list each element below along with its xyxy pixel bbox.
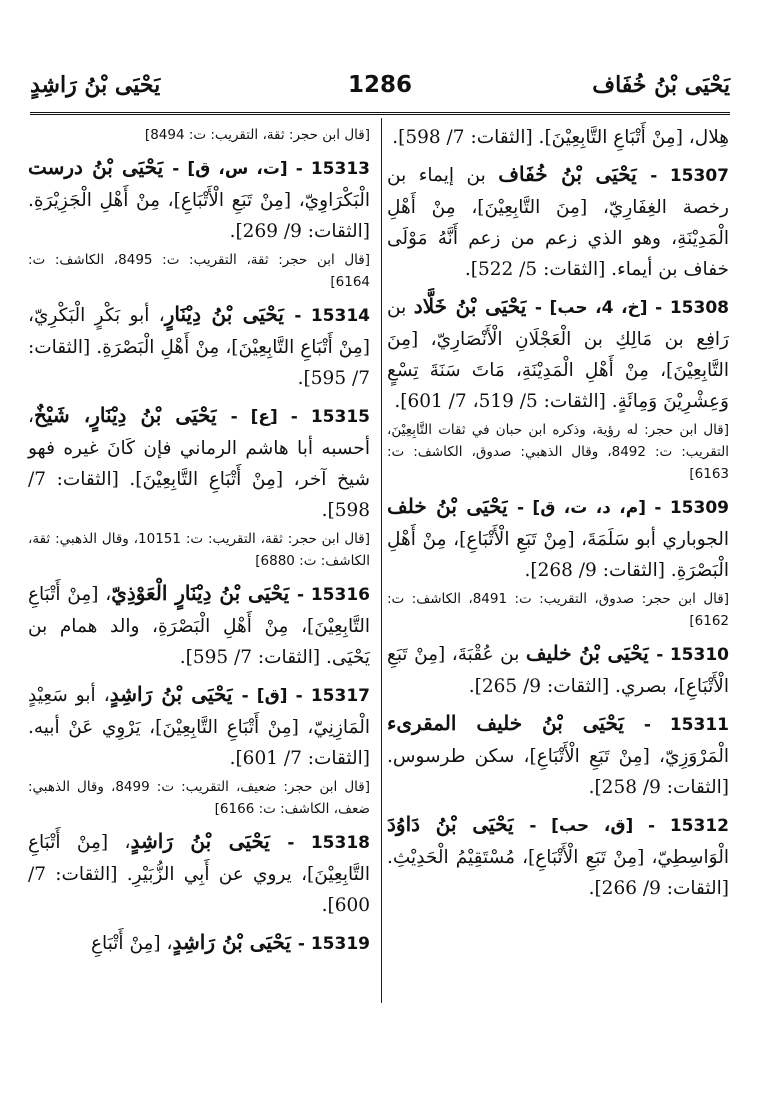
entry-body: هِلال، [مِنْ أَتْبَاعِ التَّابِعِيْنَ]. [الثقات: 7/ 598]. <box>392 127 729 148</box>
left-column <box>28 122 370 966</box>
narrator-name: يَحْيَى بْنُ خَلَّاد <box>413 294 535 318</box>
entry-number: 15310 - <box>656 645 729 665</box>
narrator-name: يَحْيَى بْنُ درست <box>28 155 173 179</box>
entry-number: 15307 - <box>650 166 729 186</box>
entry-number: 15312 - [ق، حب] - <box>529 816 729 836</box>
entry-text <box>387 638 729 702</box>
entry-text <box>28 299 370 394</box>
footnote: [قال ابن حجر: له رؤية، وذكره ابن حبان في ثقات التَّابِعِيْنَ، التقريب: ت: 8492، وقال الذهبي: صدوق، الكاشف: ت: 6163] <box>387 422 729 482</box>
entry-body: بن إيماء بن رخصة الغِفَارِيّ، [مِنَ التَّابِعِيْنَ]، مِنْ أَهْلِ الْمَدِيْنَةِ، وهو الذي زعم من زعم أَنَّهُ مَوْلَى خفاف بن أيماء. [الثقات: 5/ 522]. <box>387 165 729 280</box>
page-number: 1286 <box>347 72 412 98</box>
narrator-name: يَحْيَى بْنُ دِيْنَارٍ، شَيْخٌ <box>33 403 231 427</box>
narrator-name: يَحْيَى بْنُ رَاشِدٍ <box>109 682 242 706</box>
entry-text <box>28 826 370 921</box>
narrator-name: يَحْيَى بْنُ خليف <box>525 641 657 665</box>
biography-entry <box>28 400 370 572</box>
entry-number: 15319 - <box>297 934 370 954</box>
entry-body: ، أحسبه أبا هاشم الرماني فإن كَانَ غيره فهو شيخ آخر، [مِنْ أَتْبَاعِ التَّابِعِيْنَ]. [الثقات: 7/ 598]. <box>28 406 370 521</box>
biography-entry <box>28 927 370 960</box>
narrator-name: يَحْيَى بْنُ رَاشِدٍ <box>172 930 298 954</box>
entry-body: ، [مِنْ أَتْبَاعِ <box>91 933 173 954</box>
page-header <box>30 70 730 110</box>
narrator-name: يَحْيَى بْنُ دَاوُدَ <box>387 812 530 836</box>
entry-body: ، أبو سَعِيْدٍ الْمَازِنِيّ، [مِنْ أَتْبَاعِ التَّابِعِيْنَ]، يَرْوِي عَنْ أبيه. [الثقات: 7/ 601]. <box>28 685 370 769</box>
entry-body: الجوباري أبو سَلَمَةَ، [مِنْ تَبَعِ الْأَتْبَاعِ]، مِنْ أَهْلِ الْبَصْرَةِ. [الثقات: 9/ 268]. <box>387 529 729 581</box>
entry-number: 15309 - [م، د، ت، ق] - <box>516 498 729 518</box>
biography-entry <box>28 299 370 394</box>
footnote: [قال ابن حجر: ثقة، التقريب: ت: 10151، وقال الذهبي: ثقة، الكاشف: ت: 6880] <box>28 531 370 569</box>
biography-entry <box>387 708 729 803</box>
narrator-name: يَحْيَى بْنُ خليف المقرىء <box>387 711 644 735</box>
entry-body: بن عُقْبَةَ، [مِنْ تَبَعِ الْأَتْبَاعِ]، بصري. [الثقات: 9/ 265]. <box>387 644 729 697</box>
entry-number: 15308 - [خ، 4، حب] - <box>534 298 729 318</box>
entry-number: 15313 - [ت، س، ق] - <box>172 159 370 179</box>
biography-entry <box>28 578 370 673</box>
entry-body: الْمَرْوَزِيّ، [مِنْ تَبَعِ الْأَتْبَاعِ]، سكن طرسوس. [الثقات: 9/ 258]. <box>387 746 729 798</box>
entry-number: 15314 - <box>294 306 370 326</box>
narrator-name: يَحْيَى بْنُ خلف <box>387 494 517 518</box>
footnote: [قال ابن حجر: صدوق، التقريب: ت: 8491، الكاشف: ت: 6162] <box>387 591 729 629</box>
biography-entry <box>28 124 370 146</box>
narrator-name: يَحْيَى بْنُ رَاشِدٍ <box>130 829 288 853</box>
biography-entry <box>387 491 729 632</box>
entry-text <box>28 152 370 247</box>
biography-entry <box>387 291 729 485</box>
biography-entry <box>28 826 370 921</box>
entry-text <box>387 122 729 153</box>
entry-text <box>387 491 729 586</box>
narrator-name: يَحْيَى بْنُ دِيْنَارٍ <box>164 302 295 326</box>
biography-entry <box>387 159 729 285</box>
entry-number: 15317 - [ق] - <box>241 686 370 706</box>
footnote: [قال ابن حجر: ضعيف، التقريب: ت: 8499، وقال الذهبي: ضعف، الكاشف: ت: 6166] <box>28 779 371 817</box>
entry-body: ، أبو بَكْرٍ الْبَكْرِيّ، [مِنْ أَتْبَاعِ التَّابِعِيْنَ]، مِنْ أَهْلِ الْبَصْرَةِ. [الثقات: 7/ 595]. <box>28 305 370 389</box>
footnote: [قال ابن حجر: ثقة، التقريب: ت: 8494] <box>144 127 370 143</box>
entry-number: 15311 - <box>643 715 729 735</box>
biography-entry <box>28 152 370 293</box>
entry-body: ، [مِنْ أَتْبَاعِ التَّابِعِيْنَ]، مِنْ أَهْلِ الْبَصْرَةِ، والد همام بن يَحْيَى. [الثقات: 7/ 595]. <box>28 584 370 668</box>
entry-body: الْبَكْرَاوِيّ، [مِنْ تَبَعِ الْأَتْبَاعِ]، مِنْ أَهْلِ الْجَزِيْرَةِ. [الثقات: 9/ 269]. <box>28 190 370 242</box>
header-rule <box>30 112 730 115</box>
biography-entry <box>28 679 370 820</box>
biography-entry <box>387 638 729 702</box>
entry-text <box>28 400 370 526</box>
right-column <box>387 122 729 910</box>
footnote: [قال ابن حجر: ثقة، التقريب: ت: 8495، الكاشف: ت: 6164] <box>28 252 371 290</box>
biography-entry <box>387 122 729 153</box>
narrator-name: يَحْيَى بْنُ دِيْنَارٍ الْعَوْذِيّ <box>111 581 297 605</box>
entry-text <box>28 927 370 960</box>
entry-text <box>28 679 370 774</box>
entry-text <box>28 578 370 673</box>
biography-entry <box>387 809 729 904</box>
running-title-right: يَحْيَى بْنُ خُفَاف <box>592 72 730 98</box>
entry-body: الْوَاسِطِيّ، [مِنْ تَبَعِ الْأَتْبَاعِ]، مُسْتَقِيْمُ الْحَدِيْثِ. [الثقات: 9/ 266]. <box>387 847 729 899</box>
column-divider <box>381 118 382 1003</box>
narrator-name: يَحْيَى بْنُ خُفَاف <box>498 162 651 186</box>
entry-text <box>387 291 729 417</box>
entry-number: 15318 - <box>287 833 370 853</box>
entry-text <box>387 708 729 803</box>
entry-number: 15316 - <box>296 585 370 605</box>
entry-text <box>387 809 729 904</box>
entry-body: ، [مِنْ أَتْبَاعِ التَّابِعِيْنَ]، يروي عن أَبِي الزُّبَيْرِ. [الثقات: 7/ 600]. <box>28 832 370 916</box>
entry-number: 15315 - [ع] - <box>230 407 370 427</box>
entry-body: بن رَافِع بن مَالِكِ بن الْعَجْلَانِ الْأَنْصَارِيّ، [مِنَ التَّابِعِيْنَ]، مِنْ أَهْلِ الْمَدِيْنَةِ، مَاتَ سَنَةَ تِسْعٍ وَعِشْرِيْنَ وَمِائَةٍ. [الثقات: 5/ 519، 7/ 601]. <box>387 297 729 412</box>
entry-text <box>387 159 729 285</box>
running-title-left: يَحْيَى بْنُ رَاشِدٍ <box>30 72 161 98</box>
